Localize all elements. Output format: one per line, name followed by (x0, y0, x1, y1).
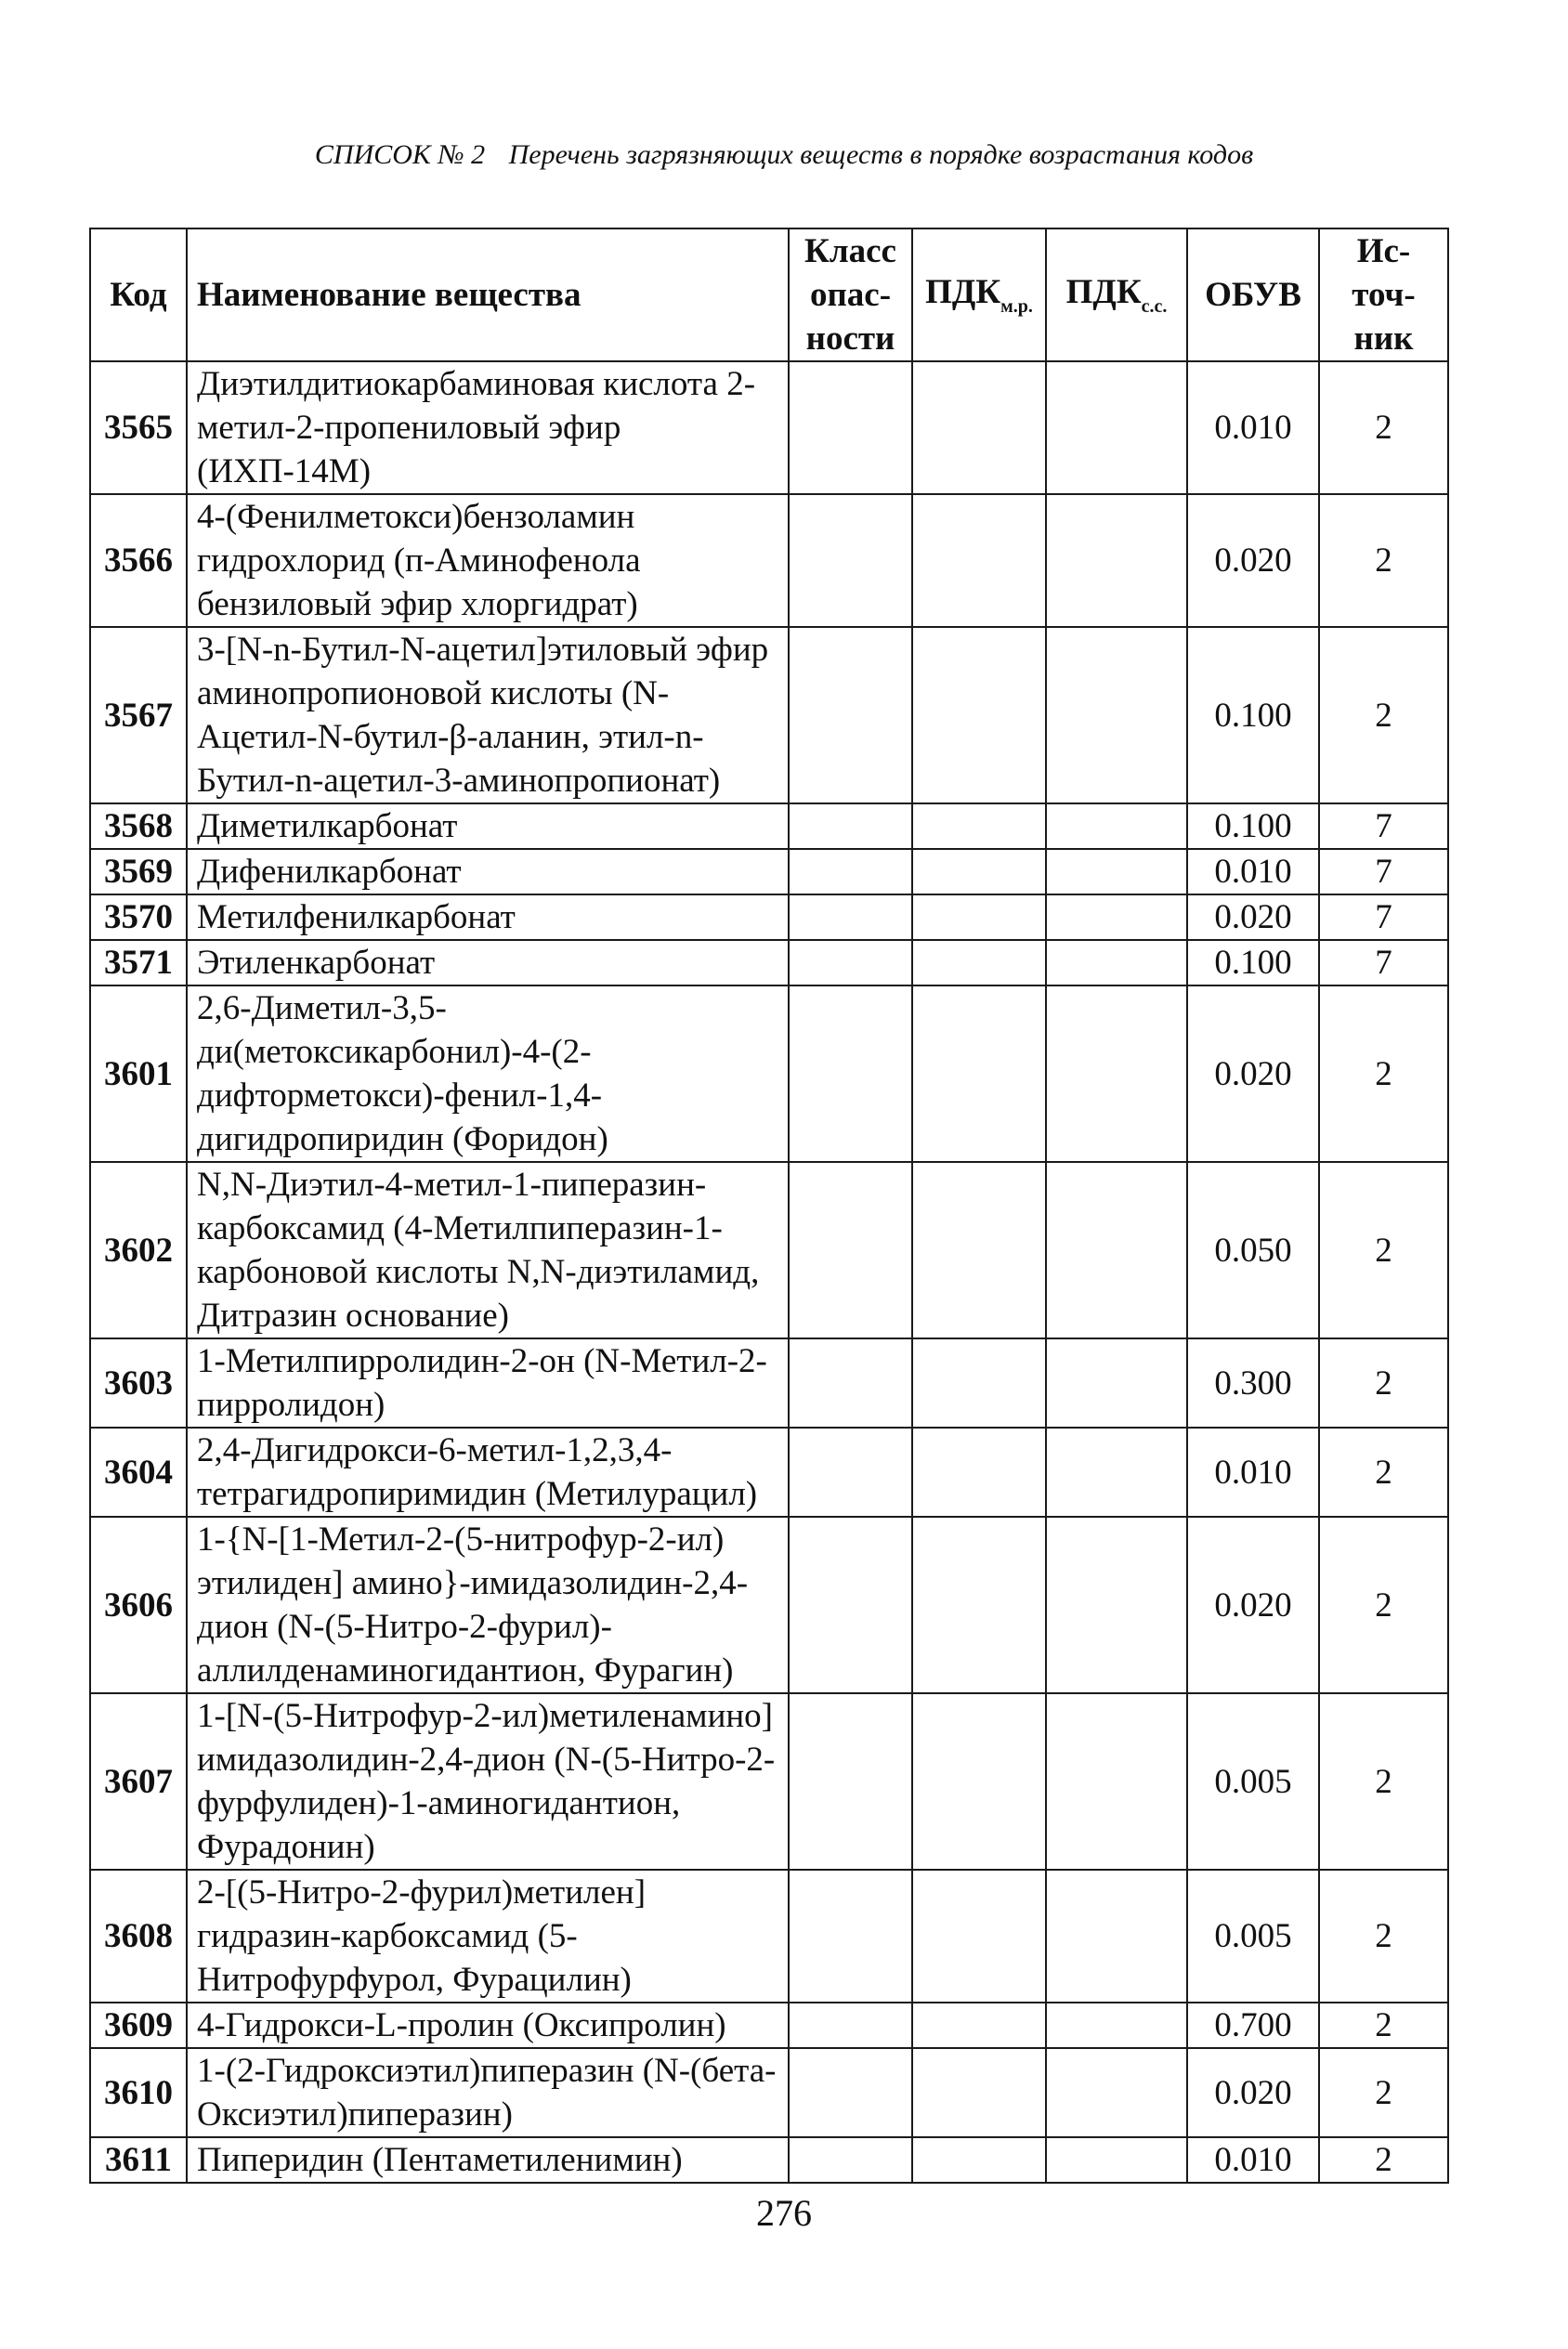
cell-code: 3611 (90, 2137, 187, 2183)
cell-pdk-ss (1046, 940, 1187, 985)
cell-code: 3565 (90, 361, 187, 494)
cell-hazard-class (789, 1428, 912, 1517)
cell-obuv: 0.020 (1187, 2048, 1319, 2137)
cell-pdk-ss (1046, 985, 1187, 1162)
cell-obuv: 0.010 (1187, 849, 1319, 894)
cell-hazard-class (789, 627, 912, 803)
cell-hazard-class (789, 1870, 912, 2003)
cell-pdk-mr (912, 803, 1046, 849)
cell-pdk-mr (912, 1693, 1046, 1870)
pdk-ss-label: ПДК (1065, 273, 1142, 311)
cell-pdk-ss (1046, 627, 1187, 803)
cell-pdk-mr (912, 2048, 1046, 2137)
cell-hazard-class (789, 2137, 912, 2183)
cell-pdk-ss (1046, 1428, 1187, 1517)
cell-source: 2 (1319, 2137, 1448, 2183)
cell-obuv: 0.010 (1187, 361, 1319, 494)
cell-obuv: 0.700 (1187, 2003, 1319, 2048)
cell-pdk-mr (912, 2137, 1046, 2183)
table-row (90, 627, 1448, 803)
cell-name: 2,4-Дигидрокси-6-метил-1,2,3,4-тетрагидропиримидин (Метилурацил) (187, 1428, 789, 1517)
cell-name: 3-[N-n-Бутил-N-ацетил]этиловый эфир аминопропионовой кислоты (N-Ацетил-N-бутил-β-аланин, этил-n-Бутил-n-ацетил-3-аминопропионат) (187, 627, 789, 803)
cell-name: 1-[N-(5-Нитрофур-2-ил)метиленамино] имидазолидин-2,4-дион (N-(5-Нитро-2-фурфулиден)-1-аминогидантион, Фурадонин) (187, 1693, 789, 1870)
cell-obuv: 0.300 (1187, 1338, 1319, 1428)
cell-hazard-class (789, 1338, 912, 1428)
cell-hazard-class (789, 1162, 912, 1338)
substances-table (89, 228, 1449, 2184)
cell-obuv: 0.020 (1187, 894, 1319, 940)
col-header-name: Наименование вещества (187, 228, 789, 361)
table-row (90, 1338, 1448, 1428)
cell-hazard-class (789, 494, 912, 627)
cell-pdk-mr (912, 985, 1046, 1162)
cell-source: 7 (1319, 940, 1448, 985)
cell-source: 2 (1319, 985, 1448, 1162)
table-row (90, 894, 1448, 940)
cell-pdk-mr (912, 849, 1046, 894)
cell-name: 1-(2-Гидроксиэтил)пиперазин (N-(бета-Оксиэтил)пиперазин) (187, 2048, 789, 2137)
cell-source: 7 (1319, 849, 1448, 894)
table-row (90, 803, 1448, 849)
cell-pdk-mr (912, 361, 1046, 494)
cell-pdk-mr (912, 1517, 1046, 1693)
cell-pdk-ss (1046, 1870, 1187, 2003)
cell-obuv: 0.010 (1187, 2137, 1319, 2183)
page-number: 276 (756, 2192, 812, 2234)
cell-code: 3609 (90, 2003, 187, 2048)
cell-pdk-ss (1046, 1338, 1187, 1428)
table-row (90, 1693, 1448, 1870)
cell-name: Метилфенилкарбонат (187, 894, 789, 940)
table-row (90, 985, 1448, 1162)
cell-source: 7 (1319, 803, 1448, 849)
cell-code: 3604 (90, 1428, 187, 1517)
cell-pdk-mr (912, 894, 1046, 940)
col-header-code: Код (90, 228, 187, 361)
cell-hazard-class (789, 1517, 912, 1693)
cell-obuv: 0.100 (1187, 940, 1319, 985)
cell-obuv: 0.100 (1187, 803, 1319, 849)
cell-name: Этиленкарбонат (187, 940, 789, 985)
cell-source: 2 (1319, 2003, 1448, 2048)
cell-name: 4-(Фенилметокси)бензоламин гидрохлорид (п-Аминофенола бензиловый эфир хлоргидрат) (187, 494, 789, 627)
cell-code: 3566 (90, 494, 187, 627)
cell-source: 2 (1319, 494, 1448, 627)
cell-pdk-ss (1046, 2003, 1187, 2048)
cell-code: 3603 (90, 1338, 187, 1428)
cell-pdk-ss (1046, 1693, 1187, 1870)
table-row (90, 849, 1448, 894)
cell-pdk-mr (912, 1162, 1046, 1338)
cell-name: 1-Метилпирролидин-2-он (N-Метил-2-пирролидон) (187, 1338, 789, 1428)
table-row (90, 1870, 1448, 2003)
cell-name: 2,6-Диметил-3,5-ди(метоксикарбонил)-4-(2-дифторметокси)-фенил-1,4-дигидропиридин (Форидон) (187, 985, 789, 1162)
cell-name: Дифенилкарбонат (187, 849, 789, 894)
cell-source: 2 (1319, 2048, 1448, 2137)
cell-source: 2 (1319, 361, 1448, 494)
col-header-pdk-ss (1046, 228, 1187, 361)
cell-pdk-mr (912, 494, 1046, 627)
cell-hazard-class (789, 2048, 912, 2137)
list-number: СПИСОК № 2 (314, 139, 486, 170)
cell-hazard-class (789, 361, 912, 494)
cell-name: Диэтилдитиокарбаминовая кислота 2-метил-2-пропениловый эфир (ИХП-14М) (187, 361, 789, 494)
cell-pdk-ss (1046, 1162, 1187, 1338)
cell-hazard-class (789, 894, 912, 940)
cell-source: 2 (1319, 1870, 1448, 2003)
cell-hazard-class (789, 849, 912, 894)
cell-source: 2 (1319, 1338, 1448, 1428)
cell-hazard-class (789, 940, 912, 985)
table-row (90, 1162, 1448, 1338)
cell-obuv: 0.020 (1187, 494, 1319, 627)
page-header (0, 137, 1568, 173)
cell-pdk-mr (912, 627, 1046, 803)
cell-source: 2 (1319, 627, 1448, 803)
cell-name: 1-{N-[1-Метил-2-(5-нитрофур-2-ил) этилиден] амино}-имидазолидин-2,4-дион (N-(5-Нитро-2-фурил)-аллилденаминогидантион, Фурагин) (187, 1517, 789, 1693)
list-title: Перечень загрязняющих веществ в порядке возрастания кодов (508, 139, 1254, 170)
col-header-source: Ис- точ- ник (1319, 228, 1448, 361)
cell-obuv: 0.005 (1187, 1870, 1319, 2003)
cell-obuv: 0.005 (1187, 1693, 1319, 1870)
table-row (90, 1428, 1448, 1517)
cell-pdk-mr (912, 1428, 1046, 1517)
cell-pdk-mr (912, 940, 1046, 985)
cell-code: 3570 (90, 894, 187, 940)
cell-obuv: 0.050 (1187, 1162, 1319, 1338)
cell-name: 2-[(5-Нитро-2-фурил)метилен] гидразин-карбоксамид (5-Нитрофурфурол, Фурацилин) (187, 1870, 789, 2003)
cell-hazard-class (789, 1693, 912, 1870)
cell-hazard-class (789, 985, 912, 1162)
cell-obuv: 0.100 (1187, 627, 1319, 803)
cell-obuv: 0.020 (1187, 1517, 1319, 1693)
cell-pdk-ss (1046, 894, 1187, 940)
table-row (90, 494, 1448, 627)
cell-code: 3610 (90, 2048, 187, 2137)
table-row (90, 2137, 1448, 2183)
table-row (90, 361, 1448, 494)
pdk-mr-subscript: м.р. (1000, 296, 1033, 317)
cell-pdk-ss (1046, 494, 1187, 627)
table-row (90, 2048, 1448, 2137)
cell-obuv: 0.020 (1187, 985, 1319, 1162)
cell-name: N,N-Диэтил-4-метил-1-пиперазин-карбоксамид (4-Метилпиперазин-1-карбоновой кислоты N,N-диэтиламид, Дитразин основание) (187, 1162, 789, 1338)
cell-code: 3602 (90, 1162, 187, 1338)
cell-code: 3606 (90, 1517, 187, 1693)
cell-source: 2 (1319, 1428, 1448, 1517)
cell-name: Диметилкарбонат (187, 803, 789, 849)
cell-code: 3608 (90, 1870, 187, 2003)
table-body (90, 361, 1448, 2183)
cell-code: 3607 (90, 1693, 187, 1870)
cell-pdk-mr (912, 1870, 1046, 2003)
cell-pdk-ss (1046, 849, 1187, 894)
cell-hazard-class (789, 803, 912, 849)
cell-code: 3569 (90, 849, 187, 894)
col-header-hazard-class: Класс опас- ности (789, 228, 912, 361)
cell-source: 2 (1319, 1693, 1448, 1870)
col-header-pdk-mr (912, 228, 1046, 361)
cell-pdk-ss (1046, 1517, 1187, 1693)
cell-pdk-ss (1046, 803, 1187, 849)
table-row (90, 940, 1448, 985)
cell-pdk-mr (912, 2003, 1046, 2048)
cell-obuv: 0.010 (1187, 1428, 1319, 1517)
cell-source: 2 (1319, 1162, 1448, 1338)
cell-code: 3571 (90, 940, 187, 985)
cell-source: 7 (1319, 894, 1448, 940)
cell-name: Пиперидин (Пентаметиленимин) (187, 2137, 789, 2183)
cell-pdk-ss (1046, 2048, 1187, 2137)
col-header-obuv: ОБУВ (1187, 228, 1319, 361)
table-header-row (90, 228, 1448, 361)
cell-code: 3567 (90, 627, 187, 803)
cell-pdk-mr (912, 1338, 1046, 1428)
pdk-mr-label: ПДК (925, 273, 1001, 311)
cell-code: 3601 (90, 985, 187, 1162)
cell-pdk-ss (1046, 361, 1187, 494)
cell-name: 4-Гидрокси-L-пролин (Оксипролин) (187, 2003, 789, 2048)
pdk-ss-subscript: с.с. (1141, 296, 1168, 317)
cell-pdk-ss (1046, 2137, 1187, 2183)
cell-source: 2 (1319, 1517, 1448, 1693)
cell-hazard-class (789, 2003, 912, 2048)
table-row (90, 1517, 1448, 1693)
table-row (90, 2003, 1448, 2048)
cell-code: 3568 (90, 803, 187, 849)
